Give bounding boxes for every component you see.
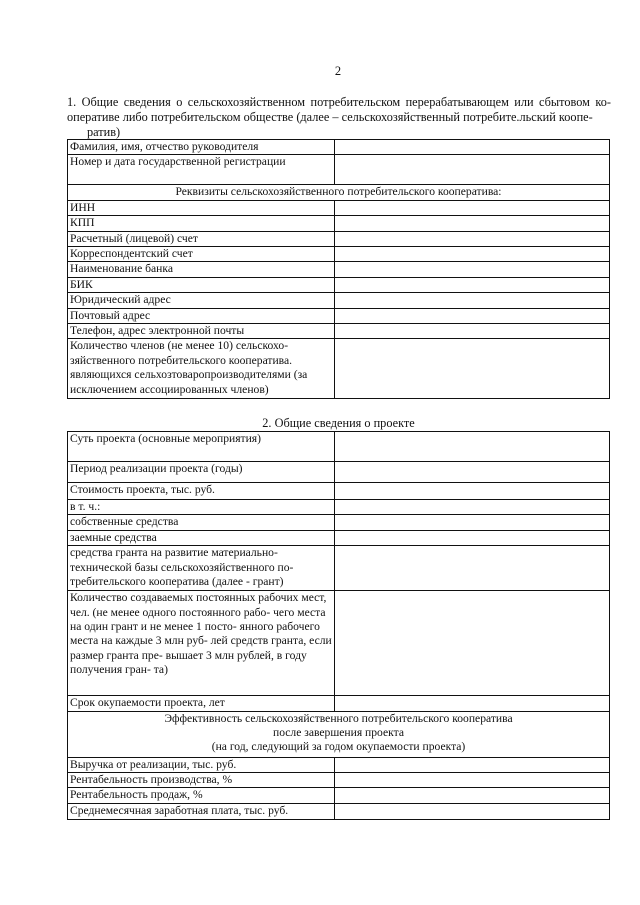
value-cell-production-profitability[interactable] xyxy=(335,773,610,788)
value-cell-borrowed-funds[interactable] xyxy=(335,530,610,545)
section-2-heading: 2. Общие сведения о проекте xyxy=(262,416,415,430)
table-row xyxy=(68,216,610,231)
table-row xyxy=(68,231,610,246)
value-cell-bank-name[interactable] xyxy=(335,262,610,277)
page-number: 2 xyxy=(334,64,342,78)
value-cell-registration[interactable] xyxy=(335,155,610,185)
project-info-table xyxy=(67,431,610,820)
value-cell-kpp[interactable] xyxy=(335,216,610,231)
table-row xyxy=(68,773,610,788)
value-cell-postal-address[interactable] xyxy=(335,308,610,323)
value-cell-inn[interactable] xyxy=(335,200,610,215)
value-cell-phone-email[interactable] xyxy=(335,324,610,339)
row-label-project-cost: Стоимость проекта, тыс. руб. xyxy=(68,483,335,500)
value-cell-implementation-period[interactable] xyxy=(335,462,610,483)
value-cell-jobs-created[interactable] xyxy=(335,591,610,696)
table-row xyxy=(68,546,610,591)
value-cell-correspondent-account[interactable] xyxy=(335,247,610,262)
value-cell-project-cost[interactable] xyxy=(335,483,610,500)
row-label-borrowed-funds: заемные средства xyxy=(68,530,335,545)
table-row xyxy=(68,247,610,262)
table-row xyxy=(68,339,610,399)
value-cell-grant-funds[interactable] xyxy=(335,546,610,591)
table-row xyxy=(68,530,610,545)
value-cell-payback-period[interactable] xyxy=(335,696,610,711)
value-cell-settlement-account[interactable] xyxy=(335,231,610,246)
row-label-inn: ИНН xyxy=(68,200,335,215)
value-cell-average-salary[interactable] xyxy=(335,803,610,819)
value-cell-sales-profitability[interactable] xyxy=(335,788,610,803)
table-row xyxy=(68,591,610,696)
table-row xyxy=(68,711,610,757)
table-row xyxy=(68,500,610,515)
cooperative-info-table xyxy=(67,139,610,399)
table-row xyxy=(68,696,610,711)
section-1-heading xyxy=(67,95,611,140)
table-row xyxy=(68,200,610,215)
table-row xyxy=(68,515,610,530)
section-1-heading-line-1: 1. Общие сведения о сельскохозяйственном потребительском перерабатывающем или сбытовом ко- xyxy=(67,95,611,109)
value-cell-own-funds[interactable] xyxy=(335,515,610,530)
row-label-registration xyxy=(68,155,335,185)
value-cell-bik[interactable] xyxy=(335,277,610,292)
row-label-phone-email: Телефон, адрес электронной почты xyxy=(68,324,335,339)
table-row xyxy=(68,308,610,323)
row-label-correspondent-account: Корреспондентский счет xyxy=(68,247,335,262)
row-label-legal-address: Юридический адрес xyxy=(68,293,335,308)
row-label-including: в т. ч.: xyxy=(68,500,335,515)
table-row xyxy=(68,140,610,155)
row-label-settlement-account: Расчетный (лицевой) счет xyxy=(68,231,335,246)
row-label-payback-period: Срок окупаемости проекта, лет xyxy=(68,696,335,711)
table-row xyxy=(68,803,610,819)
value-cell-legal-address[interactable] xyxy=(335,293,610,308)
table-row xyxy=(68,324,610,339)
table-row xyxy=(68,277,610,292)
value-cell-revenue[interactable] xyxy=(335,757,610,772)
table-row xyxy=(68,483,610,500)
row-label-member-count: Количество членов (не менее 10) сельскохо- зяйственного потребительского кооператива. являющихся сельхозтоваропроизводителями (за исключением ассоциированных членов) xyxy=(68,339,335,399)
row-label-bank-name: Наименование банка xyxy=(68,262,335,277)
table-row xyxy=(68,432,610,462)
row-label-bik: БИК xyxy=(68,277,335,292)
row-label-kpp: КПП xyxy=(68,216,335,231)
row-label-head-name: Фамилия, имя, отчество руководителя xyxy=(68,140,335,155)
efficiency-header xyxy=(68,711,610,757)
requisites-header: Реквизиты сельскохозяйственного потребительского кооператива: xyxy=(68,185,610,200)
efficiency-header-line-2: после завершения проекта xyxy=(273,726,404,740)
table-row xyxy=(68,262,610,277)
value-cell-member-count[interactable] xyxy=(335,339,610,399)
row-label-sales-profitability: Рентабельность продаж, % xyxy=(68,788,335,803)
row-label-jobs-created: Количество создаваемых постоянных рабочих мест, чел. (не менее одного постоянного рабо- чего места на один грант и не менее 1 посто- янного рабочего места на каждые 3 млн руб- лей средств гранта, если размер гранта пре- вышает 3 млн рублей, в году получения гран- та) xyxy=(68,591,335,696)
row-label-implementation-period: Период реализации проекта (годы) xyxy=(68,462,335,483)
row-label-revenue: Выручка от реализации, тыс. руб. xyxy=(68,757,335,772)
efficiency-header-line-1: Эффективность сельскохозяйственного потребительского кооператива xyxy=(164,711,513,725)
row-label-registration-text: Номер и дата государственной регистрации xyxy=(70,155,286,169)
efficiency-header-line-3: (на год, следующий за годом окупаемости проекта) xyxy=(211,740,466,754)
row-label-own-funds: собственные средства xyxy=(68,515,335,530)
value-cell-project-essence[interactable] xyxy=(335,432,610,462)
table-row xyxy=(68,293,610,308)
section-1-heading-line-3: ратив) xyxy=(87,125,121,139)
table-row xyxy=(68,757,610,772)
value-cell-head-name[interactable] xyxy=(335,140,610,155)
value-cell-including[interactable] xyxy=(335,500,610,515)
table-row xyxy=(68,185,610,200)
section-1-heading-line-2: оперативе либо потребительском обществе (далее – сельскохозяйственный потребите.льский коопе- xyxy=(67,110,593,124)
row-label-average-salary: Среднемесячная заработная плата, тыс. руб. xyxy=(68,803,335,819)
row-label-project-essence: Суть проекта (основные мероприятия) xyxy=(68,432,335,462)
table-row xyxy=(68,788,610,803)
row-label-postal-address: Почтовый адрес xyxy=(68,308,335,323)
table-row xyxy=(68,462,610,483)
table-row xyxy=(68,155,610,185)
row-label-grant-funds: средства гранта на развитие материально- технической базы сельскохозяйственного по- требительского кооператива (далее - грант) xyxy=(68,546,335,591)
row-label-production-profitability: Рентабельность производства, % xyxy=(68,773,335,788)
